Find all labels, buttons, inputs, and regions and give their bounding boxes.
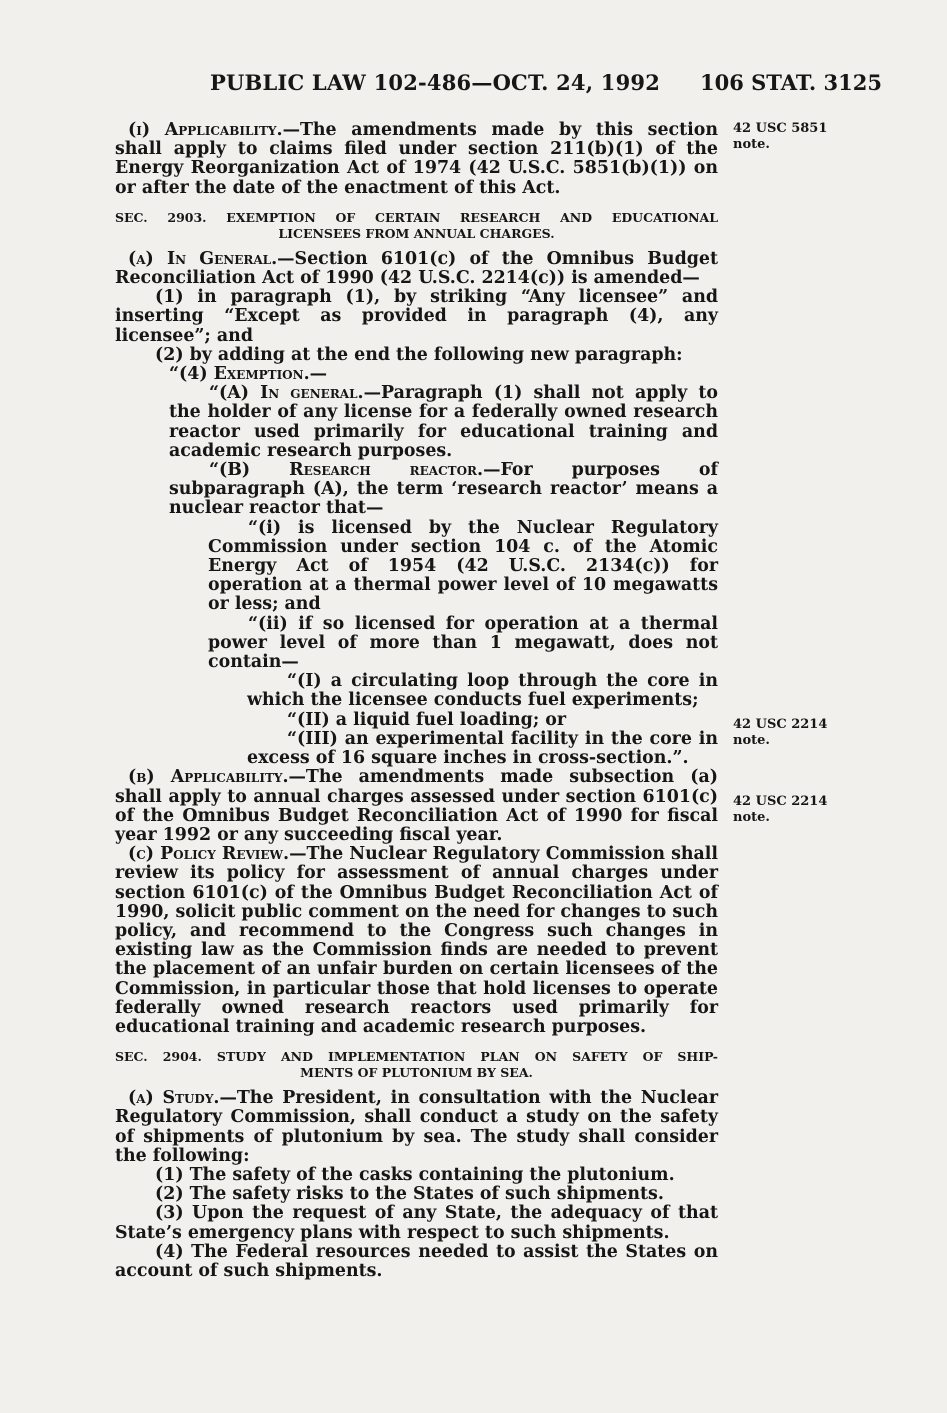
section-heading-line-2: LICENSEES FROM ANNUAL CHARGES. (278, 225, 555, 241)
paragraph-a-study (115, 1089, 718, 1166)
page-header (0, 70, 947, 102)
margin-note-1 (733, 121, 833, 153)
paragraph-a2: (2) by adding at the end the following new paragraph: (155, 344, 683, 365)
paragraph-heading: (b) Applicability. (128, 767, 289, 788)
study-item-3: (3) Upon the request of any State, the adequacy of that State’s emergency plans with respect to such shipments. (115, 1203, 718, 1243)
paragraph-heading: (a) In General. (128, 248, 278, 269)
margin-note-label: note. (733, 733, 770, 748)
paragraph-text: —The amendments made subsection (a) shall apply to annual charges assessed under section 6101(c) of the Omnibus Budget Reconciliation Act of 1990 for fiscal year 1992 or any succeeding fiscal year. (115, 767, 718, 845)
margin-note-citation: 42 USC 2214 (733, 717, 828, 732)
paragraph-heading: “(A) In general. (209, 383, 364, 404)
margin-note-citation: 42 USC 2214 (733, 794, 828, 809)
paragraph-a1: (1) in paragraph (1), by striking “Any licensee” and inserting “Except as provided in paragraph (4), any licensee”; and (115, 287, 718, 346)
paragraph-text: —For purposes of subparagraph (A), the term ‘research reactor’ means a nuclear reactor that— (169, 460, 718, 519)
section-heading-line-2: MENTS OF PLUTONIUM BY SEA. (300, 1065, 533, 1081)
paragraph-B-III: “(III) an experimental facility in the core in excess of 16 square inches in cross-section.”. (247, 728, 718, 769)
paragraph-i-applicability (115, 121, 718, 198)
study-item-4: (4) The Federal resources needed to assist the States on account of such shipments. (115, 1241, 718, 1281)
paragraph-heading: (i) Applicability. (128, 120, 283, 140)
paragraph-heading: “(4) Exemption.— (169, 364, 328, 385)
margin-note-citation: 42 USC 5851 (733, 121, 828, 136)
margin-note-label: note. (733, 137, 770, 152)
paragraph-a-in-general (115, 250, 718, 288)
paragraph-B-i: “(i) is licensed by the Nuclear Regulatory Commission under section 104 c. of the Atomic Energy Act of 1954 (42 U.S.C. 2134(c)) for operation at a thermal power level of 10 megawatts or less; and (208, 517, 718, 615)
paragraph-text: —The President, in consultation with the Nuclear Regulatory Commission, shall conduct a study on the safety of shipments of plutonium by sea. The study shall consider the following: (115, 1088, 718, 1166)
paragraph-b-applicability (115, 768, 718, 845)
paragraph-B-ii: “(ii) if so licensed for operation at a thermal power level of more than 1 megawatt, does not contain— (208, 613, 718, 673)
section-heading-line-1: SEC. 2903. EXEMPTION OF CERTAIN RESEARCH AND EDUCATIONAL (115, 209, 718, 225)
section-heading-line-1: SEC. 2904. STUDY AND IMPLEMENTATION PLAN ON SAFETY OF SHIP- (115, 1049, 718, 1065)
paragraph-c-policy-review (115, 845, 718, 1037)
paragraph-heading: (a) Study. (128, 1088, 220, 1109)
paragraph-text: —The amendments made by this section shall apply to claims filed under section 211(b)(1) of the Energy Reorganization Act of 1974 (42 U.S.C. 5851(b)(1)) on or after the date of the enactment of this Act. (115, 120, 719, 198)
document-body (115, 121, 718, 1281)
paragraph-heading: “(B) Research reactor. (209, 460, 484, 481)
paragraph-B-research-reactor (115, 461, 718, 519)
margin-note-label: note. (733, 810, 770, 825)
study-item-2: (2) The safety risks to the States of such shipments. (155, 1184, 664, 1205)
margin-note-3 (733, 794, 833, 826)
paragraph-text: —The Nuclear Regulatory Commission shall review its policy for assessment of annual charges under section 6101(c) of the Omnibus Budget Reconciliation Act of 1990, solicit public comment on the need for changes to such policy, and recommend to the Congress such changes in existing law as the Commission finds are needed to prevent the placement of an unfair burden on certain licensees of the Commission, in particular those that hold licenses to operate federally owned research reactors used primarily for educational training and academic research purposes. (115, 844, 719, 1037)
paragraph-A-in-general (115, 384, 718, 461)
paragraph-text: —Section 6101(c) of the Omnibus Budget Reconciliation Act of 1990 (42 U.S.C. 2214(c)) is amended— (115, 248, 718, 289)
study-item-1: (1) The safety of the casks containing the plutonium. (155, 1164, 675, 1185)
paragraph-B-I: “(I) a circulating loop through the core in which the licensee conducts fuel experiments; (247, 671, 718, 711)
margin-note-2 (733, 717, 833, 749)
running-title: PUBLIC LAW 102-486—OCT. 24, 1992 (210, 70, 661, 95)
paragraph-4-exemption (115, 365, 718, 384)
paragraph-text: —Paragraph (1) shall not apply to the holder of any license for a federally owned research reactor used primarily for educational training and academic research purposes. (169, 383, 718, 461)
statute-page-number: 106 STAT. 3125 (700, 70, 882, 95)
section-2903-heading (115, 210, 718, 242)
paragraph-heading: (c) Policy Review. (128, 844, 290, 865)
paragraph-B-II: “(II) a liquid fuel loading; or (287, 709, 567, 730)
section-2904-heading (115, 1049, 718, 1081)
